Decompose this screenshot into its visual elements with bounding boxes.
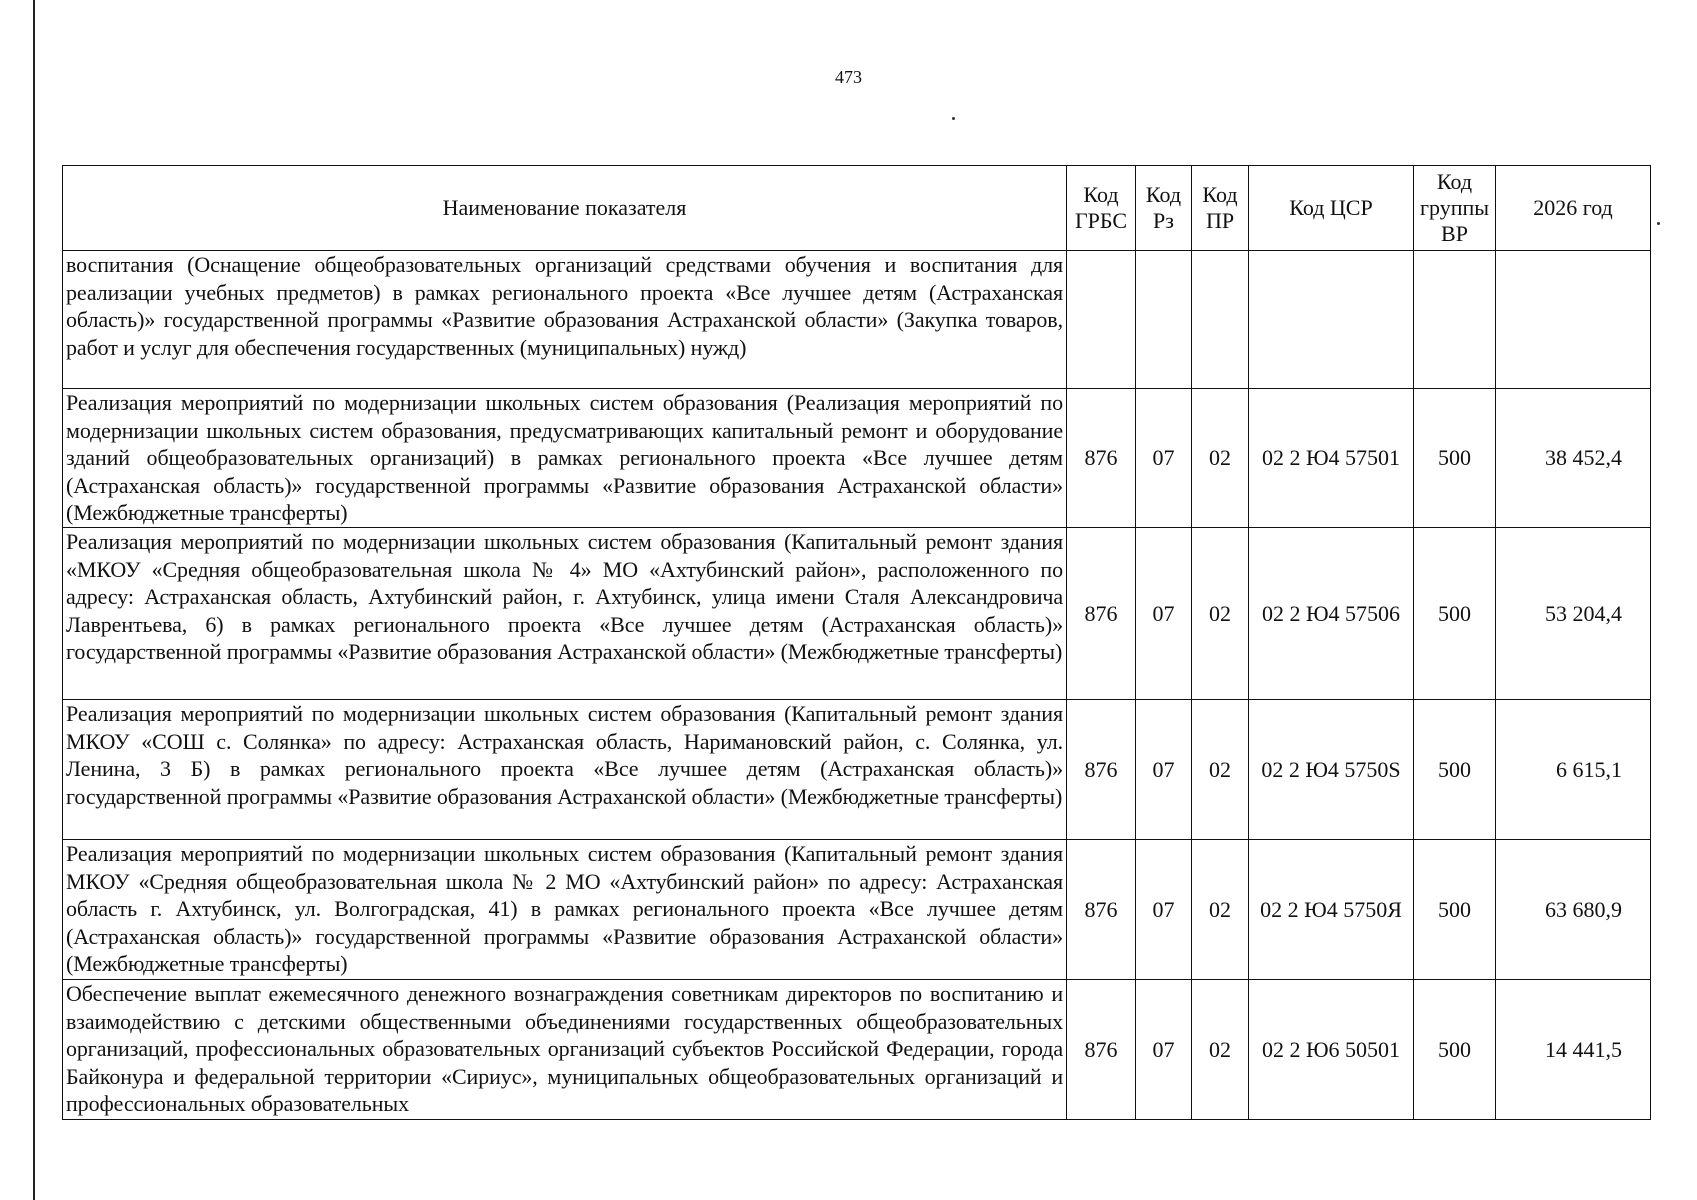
row-rz: 07 — [1136, 980, 1192, 1120]
row-pr: 02 — [1192, 840, 1249, 980]
row-grbs: 876 — [1067, 840, 1136, 980]
binding-margin-line — [33, 0, 35, 1200]
row-csr: 02 2 Ю4 57501 — [1249, 389, 1414, 528]
table-row — [63, 528, 1651, 700]
row-amount — [1496, 251, 1651, 389]
table-row — [63, 389, 1651, 528]
table-header-row — [63, 166, 1651, 251]
budget-table — [62, 165, 1651, 1120]
row-vr: 500 — [1414, 389, 1496, 528]
header-rz: Код Рз — [1136, 166, 1192, 251]
row-vr — [1414, 251, 1496, 389]
row-grbs: 876 — [1067, 700, 1136, 840]
row-grbs: 876 — [1067, 389, 1136, 528]
row-amount: 14 441,5 — [1496, 980, 1651, 1120]
row-vr: 500 — [1414, 980, 1496, 1120]
header-pr: Код ПР — [1192, 166, 1249, 251]
header-csr: Код ЦСР — [1249, 166, 1414, 251]
stray-mark — [952, 117, 955, 120]
row-csr: 02 2 Ю6 50501 — [1249, 980, 1414, 1120]
row-rz: 07 — [1136, 389, 1192, 528]
row-amount: 38 452,4 — [1496, 389, 1651, 528]
table-row — [63, 980, 1651, 1120]
row-grbs: 876 — [1067, 528, 1136, 700]
stray-mark — [1657, 222, 1660, 225]
row-rz: 07 — [1136, 840, 1192, 980]
table-row — [63, 840, 1651, 980]
header-year: 2026 год — [1496, 166, 1651, 251]
row-vr: 500 — [1414, 700, 1496, 840]
header-vr: Код группы ВР — [1414, 166, 1496, 251]
table-row — [63, 251, 1651, 389]
row-pr: 02 — [1192, 700, 1249, 840]
row-pr — [1192, 251, 1249, 389]
row-csr: 02 2 Ю4 5750S — [1249, 700, 1414, 840]
header-grbs: Код ГРБС — [1067, 166, 1136, 251]
table-row — [63, 700, 1651, 840]
row-grbs: 876 — [1067, 980, 1136, 1120]
row-amount: 63 680,9 — [1496, 840, 1651, 980]
row-amount: 6 615,1 — [1496, 700, 1651, 840]
row-name: Реализация мероприятий по модернизации школьных систем образования (Капитальный ремонт здания «МКОУ «Средняя общеобразовательная школа № 4» МО «Ахтубинский район», расположенного по адресу: Астраханская область, Ахтубинский район, г. Ахтубинск, улица имени Сталя Александровича Лаврентьева, 6) в рамках регионального проекта «Все лучшее детям (Астраханская область)» государственной программы «Развитие образования Астраханской области» (Межбюджетные трансферты) — [63, 528, 1067, 700]
row-pr: 02 — [1192, 980, 1249, 1120]
row-grbs — [1067, 251, 1136, 389]
row-csr: 02 2 Ю4 5750Я — [1249, 840, 1414, 980]
row-rz: 07 — [1136, 700, 1192, 840]
row-pr: 02 — [1192, 528, 1249, 700]
row-name: Обеспечение выплат ежемесячного денежного вознаграждения советникам директоров по воспитанию и взаимодействию с детскими общественными объединениями государственных общеобразовательных организаций, профессиональных образовательных организаций субъектов Российской Федерации, города Байконура и федеральной территории «Сириус», муниципальных общеобразовательных организаций и профессиональных образовательных — [63, 980, 1067, 1120]
row-name: Реализация мероприятий по модернизации школьных систем образования (Капитальный ремонт здания МКОУ «СОШ с. Солянка» по адресу: Астраханская область, Наримановский район, с. Солянка, ул. Ленина, 3 Б) в рамках регионального проекта «Все лучшее детям (Астраханская область)» государственной программы «Развитие образования Астраханской области» (Межбюджетные трансферты) — [63, 700, 1067, 840]
header-name: Наименование показателя — [63, 166, 1067, 251]
row-name: Реализация мероприятий по модернизации школьных систем образования (Капитальный ремонт здания МКОУ «Средняя общеобразовательная школа № 2 МО «Ахтубинский район» по адресу: Астраханская область г. Ахтубинск, ул. Волгоградская, 41) в рамках регионального проекта «Все лучшее детям (Астраханская область)» государственной программы «Развитие образования Астраханской области» (Межбюджетные трансферты) — [63, 840, 1067, 980]
row-amount: 53 204,4 — [1496, 528, 1651, 700]
row-vr: 500 — [1414, 840, 1496, 980]
row-name: воспитания (Оснащение общеобразовательных организаций средствами обучения и воспитания для реализации учебных предметов) в рамках регионального проекта «Все лучшее детям (Астраханская область)» государственной программы «Развитие образования Астраханской области» (Закупка товаров, работ и услуг для обеспечения государственных (муниципальных) нужд) — [63, 251, 1067, 389]
page-number: 473 — [835, 67, 862, 87]
row-vr: 500 — [1414, 528, 1496, 700]
row-csr — [1249, 251, 1414, 389]
row-pr: 02 — [1192, 389, 1249, 528]
row-csr: 02 2 Ю4 57506 — [1249, 528, 1414, 700]
row-rz — [1136, 251, 1192, 389]
row-rz: 07 — [1136, 528, 1192, 700]
row-name: Реализация мероприятий по модернизации школьных систем образования (Реализация мероприятий по модернизации школьных систем образования, предусматривающих капитальный ремонт и оборудование зданий общеобразовательных организаций) в рамках регионального проекта «Все лучшее детям (Астраханская область)» государственной программы «Развитие образования Астраханской области» (Межбюджетные трансферты) — [63, 389, 1067, 528]
